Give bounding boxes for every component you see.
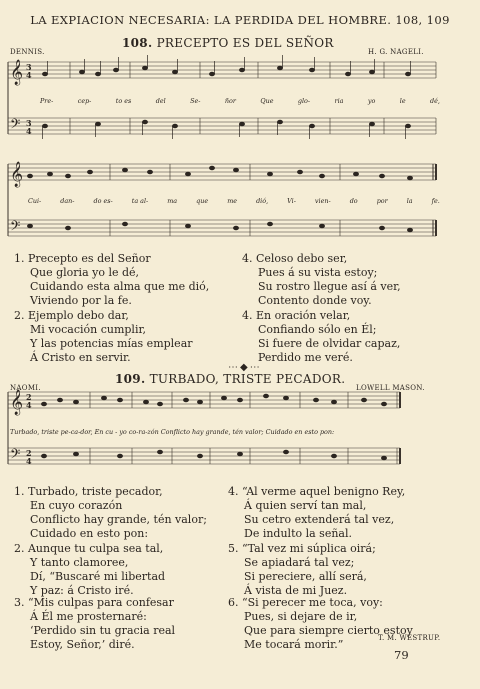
hymn-109-verse-1: 1. Turbado, triste pecador, En cuyo corazón Conflicto hay grande, tén valor; Cuidado en esto pon: <box>14 485 207 540</box>
hymn-109-title-text: TURBADO, TRISTE PECADOR. <box>149 372 346 386</box>
running-head: LA EXPIACION NECESARIA: LA PERDIDA DEL HOMBRE. 108, 109 <box>30 13 450 27</box>
svg-text:4: 4 <box>26 70 32 80</box>
hymn-109-composer: LOWELL MASON. <box>356 384 425 392</box>
svg-text:𝄢: 𝄢 <box>10 446 21 465</box>
svg-text:3: 3 <box>26 62 32 72</box>
hymn-109-lyrics: Turbado, triste pe-ca-dor, En cu - yo co-ra-zón Conflicto hay grande, tén valor; Cuidado en esto pon: <box>10 428 335 436</box>
hymn-108-verse-4: 4. En oración velar, Confiando sólo en Él; Si fuere de olvidar capaz, Perdido me veré. <box>242 309 401 364</box>
staff-109-treble <box>8 392 400 408</box>
hymn-108-verse-2: 2. Ejemplo debo dar, Mi vocación cumplir, Y las potencias mías emplear Á Cristo en servir. <box>14 309 193 364</box>
svg-text:4: 4 <box>26 400 32 410</box>
hymn-109-verse-2: 2. Aunque tu culpa sea tal, Y tanto clamoree, Dí, “Buscaré mi libertad Y paz: á Cristo iré. <box>14 542 166 597</box>
staff-109-bass <box>8 448 400 464</box>
hymn-108-number: 108. <box>122 36 153 50</box>
hymn-109-title <box>115 372 345 386</box>
hymn-109-verse-6: 6. “Si perecer me toca, voy: Pues, si dejare de ir, Que para siempre cierto estoy Me tocará morir.” <box>228 596 413 651</box>
hymn-108-lyrics-2: Cui- dan- do es- ta al- ma que me dió, Vi- vien- do por la fe. <box>28 197 440 205</box>
hymn-108-verse-1: 1. Precepto es del Señor Que gloria yo le dé, Cuidando esta alma que me dió, Viviendo por la fe. <box>14 252 210 307</box>
svg-text:𝄞: 𝄞 <box>10 162 24 187</box>
hymn-109-verse-3: 3. “Mis culpas para confesar Á Él me prosternaré: ‘Perdido sin tu gracia real Estoy, Señor,’ diré. <box>14 596 176 651</box>
hymn-109-tune: NAOMI. <box>10 384 41 392</box>
section-ornament: ⋯◆⋯ <box>228 362 262 373</box>
hymn-108-composer: H. G. NAGELI. <box>368 48 424 56</box>
hymn-108-title-text: PRECEPTO ES DEL SEÑOR <box>156 36 334 50</box>
hymn-108-tune: DENNIS. <box>10 48 45 56</box>
hymn-109-translator: T. M. WESTRUP. <box>378 634 441 642</box>
svg-text:3: 3 <box>26 118 32 128</box>
svg-text:4: 4 <box>26 456 32 466</box>
hymn-108-verse-3: 4. Celoso debo ser, Pues á su vista estoy; Su rostro llegue así á ver, Contento donde voy. <box>242 252 401 307</box>
hymn-109-number: 109. <box>115 372 146 386</box>
treble-clef-icon: 𝄞 <box>10 60 24 85</box>
svg-text:2: 2 <box>26 448 32 458</box>
page-number: 79 <box>394 648 409 662</box>
svg-text:4: 4 <box>26 126 32 136</box>
svg-text:𝄞: 𝄞 <box>10 390 24 415</box>
staff-108-2-treble <box>8 164 436 180</box>
staff-108-2-bass <box>8 220 436 236</box>
hymn-109-verse-5: 5. “Tal vez mi súplica oirá; Se apiadará tal vez; Si pereciere, allí será, Á vista de mi Juez. <box>228 542 376 597</box>
hymn-109-verse-4: 4. “Al verme aquel benigno Rey, Á quien serví tan mal, Su cetro extenderá tal vez, De indulto la señal. <box>228 485 406 540</box>
hymn-108-lyrics-1: Pre- cep- to es del Se- ñor Que glo- ria yo le dé, <box>40 97 440 105</box>
bass-clef-icon: 𝄢 <box>10 116 21 135</box>
svg-text:𝄢: 𝄢 <box>10 218 21 237</box>
svg-text:2: 2 <box>26 392 32 402</box>
